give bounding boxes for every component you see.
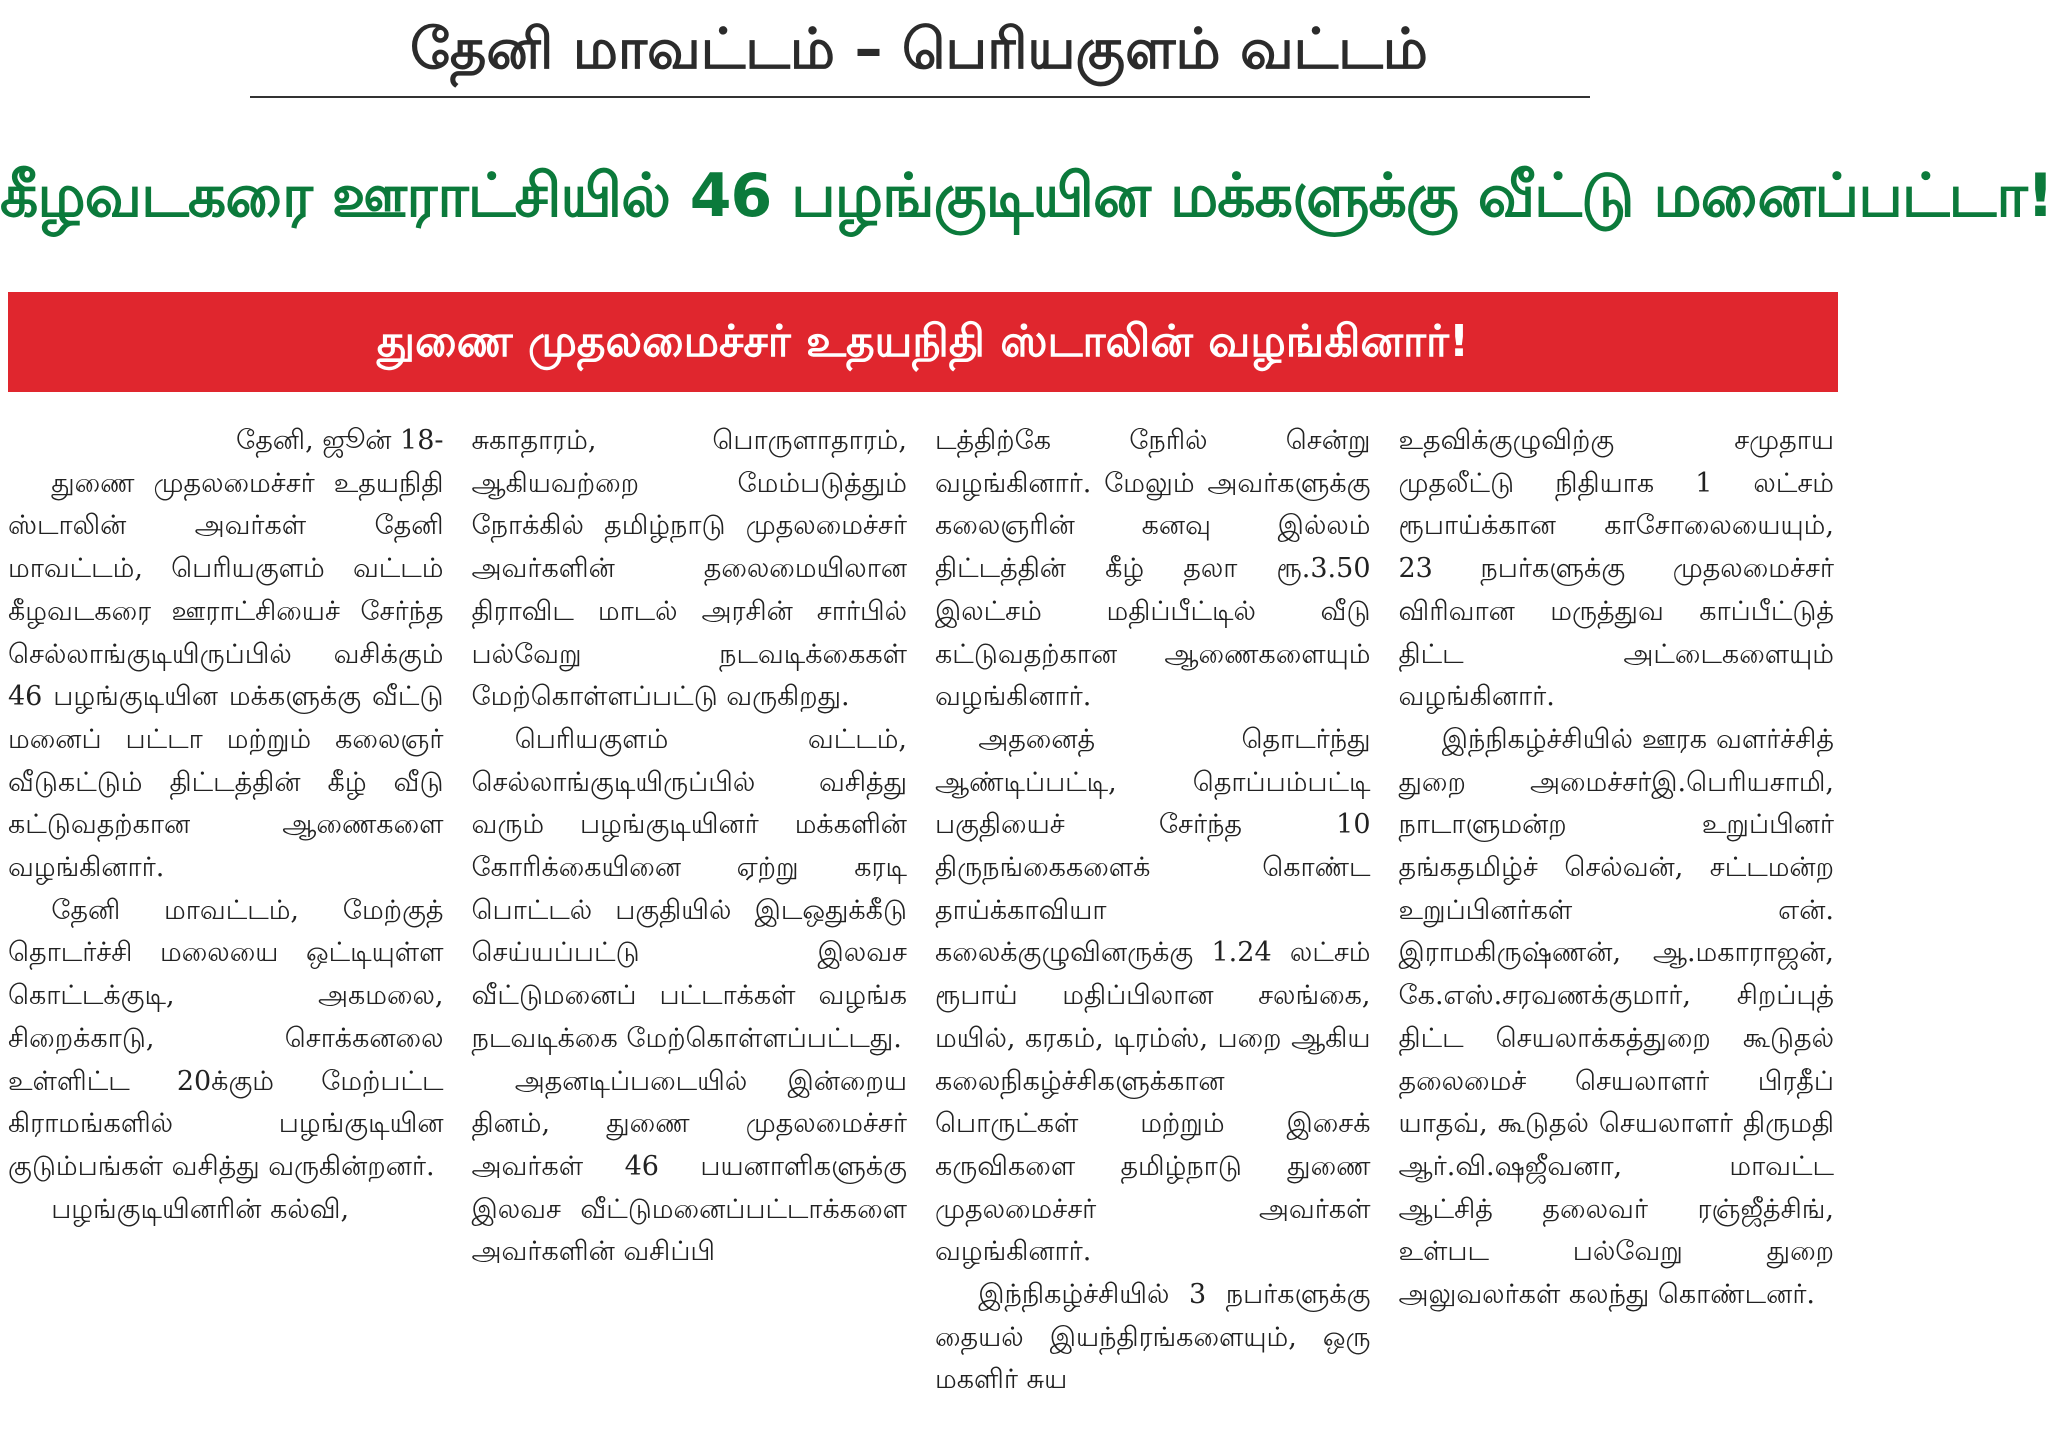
- headline: கீழவடகரை ஊராட்சியில் 46 பழங்குடியின மக்களுக்கு வீட்டு மனைப்பட்டா!: [0, 161, 2053, 231]
- paragraph: இந்நிகழ்ச்சியில் 3 நபர்களுக்கு தையல் இயந்திரங்களையும், ஒரு மகளிர் சுய: [935, 1279, 1371, 1396]
- paragraph: அதனைத் தொடர்ந்து ஆண்டிப்பட்டி, தொப்பம்பட்டி பகுதியைச் சேர்ந்த 10 திருநங்கைகளைக் கொண்ட தாய்க்காவியா கலைக்குழுவினருக்கு 1.24 லட்சம் ரூபாய் மதிப்பிலான சலங்கை, மயில், கரகம், டிரம்ஸ், பறை ஆகிய கலைநிகழ்ச்சிகளுக்கான பொருட்கள் மற்றும் இசைக் கருவிகளை தமிழ்நாடு துணை முதலமைச்சர் அவர்கள் வழங்கினார்.: [935, 723, 1371, 1268]
- article-column-4: [1399, 420, 1835, 1425]
- paragraph: இந்நிகழ்ச்சியில் ஊரக வளர்ச்சித் துறை அமைச்சர்இ.பெரியசாமி, நாடாளுமன்ற உறுப்பினர் தங்கதமிழ்ச் செல்வன், சட்டமன்ற உறுப்பினர்கள் என். இராமகிருஷ்ணன், ஆ.மகாராஜன், கே.எஸ்.சரவணக்குமார், சிறப்புத் திட்ட செயலாக்கத்துறை கூடுதல் தலைமைச் செயலாளர் பிரதீப் யாதவ், கூடுதல் செயலாளர் திருமதி ஆர்.வி.ஷஜீவனா, மாவட்ட ஆட்சித் தலைவர் ரஞ்ஜீத்சிங், உள்பட பல்வேறு துறை அலுவலர்கள் கலந்து கொண்டனர்.: [1398, 723, 1834, 1311]
- dateline: தேனி, ஜூன் 18-: [236, 425, 444, 456]
- kicker-rule: [250, 96, 1590, 98]
- article-body: [8, 420, 1834, 1425]
- paragraph: சுகாதாரம், பொருளாதாரம், ஆகியவற்றை மேம்படுத்தும் நோக்கில் தமிழ்நாடு முதலமைச்சர் அவர்களின் தலைமையிலான திராவிட மாடல் அரசின் சார்பில் பல்வேறு நடவடிக்கைகள் மேற்கொள்ளப்பட்டு வருகிறது.: [471, 425, 907, 713]
- paragraph: அதனடிப்படையில் இன்றைய தினம், துணை முதலமைச்சர் அவர்கள் 46 பயனாளிகளுக்கு இலவச வீட்டுமனைப்பட்டாக்களை அவர்களின் வசிப்பி: [471, 1065, 907, 1268]
- paragraph: டத்திற்கே நேரில் சென்று வழங்கினார். மேலும் அவர்களுக்கு கலைஞரின் கனவு இல்லம் திட்டத்தின் கீழ் தலா ரூ.3.50 இலட்சம் மதிப்பீட்டில் வீடு கட்டுவதற்கான ஆணைகளையும் வழங்கினார்.: [935, 425, 1371, 713]
- article-column-3: [935, 420, 1371, 1425]
- paragraph: துணை முதலமைச்சர் உதயநிதி ஸ்டாலின் அவர்கள் தேனி மாவட்டம், பெரியகுளம் வட்டம் கீழவடகரை ஊராட்சியைச் சேர்ந்த செல்லாங்குடியிருப்பில் வசிக்கும் 46 பழங்குடியின மக்களுக்கு வீட்டு மனைப் பட்டா மற்றும் கலைஞர் வீடுகட்டும் திட்டத்தின் கீழ் வீடு கட்டுவதற்கான ஆணைகளை வழங்கினார்.: [8, 467, 444, 884]
- paragraph: தேனி மாவட்டம், மேற்குத் தொடர்ச்சி மலையை ஒட்டியுள்ள கொட்டக்குடி, அகமலை, சிறைக்காடு, சொக்கனலை உள்ளிட்ட 20க்கும் மேற்பட்ட கிராமங்களில் பழங்குடியின குடும்பங்கள் வசித்து வருகின்றனர்.: [8, 894, 444, 1182]
- paragraph: பெரியகுளம் வட்டம், செல்லாங்குடியிருப்பில் வசித்து வரும் பழங்குடியினர் மக்களின் கோரிக்கையினை ஏற்று கரடி பொட்டல் பகுதியில் இடஒதுக்கீடு செய்யப்பட்டு இலவச வீட்டுமனைப் பட்டாக்கள் வழங்க நடவடிக்கை மேற்கொள்ளப்பட்டது.: [471, 723, 907, 1054]
- paragraph: உதவிக்குழுவிற்கு சமுதாய முதலீட்டு நிதியாக 1 லட்சம் ரூபாய்க்கான காசோலையையும், 23 நபர்களுக்கு முதலமைச்சர் விரிவான மருத்துவ காப்பீட்டுத் திட்ட அட்டைகளையும் வழங்கினார்.: [1398, 425, 1834, 713]
- article-column-2: [472, 420, 908, 1425]
- subheadline-banner: [8, 292, 1838, 392]
- article-column-1: [8, 420, 444, 1425]
- kicker-heading: தேனி மாவட்டம் – பெரியகுளம் வட்டம்: [410, 17, 1428, 82]
- subheadline-text: துணை முதலமைச்சர் உதயநிதி ஸ்டாலின் வழங்கினார்!: [376, 316, 1470, 367]
- paragraph: பழங்குடியினரின் கல்வி,: [51, 1193, 350, 1225]
